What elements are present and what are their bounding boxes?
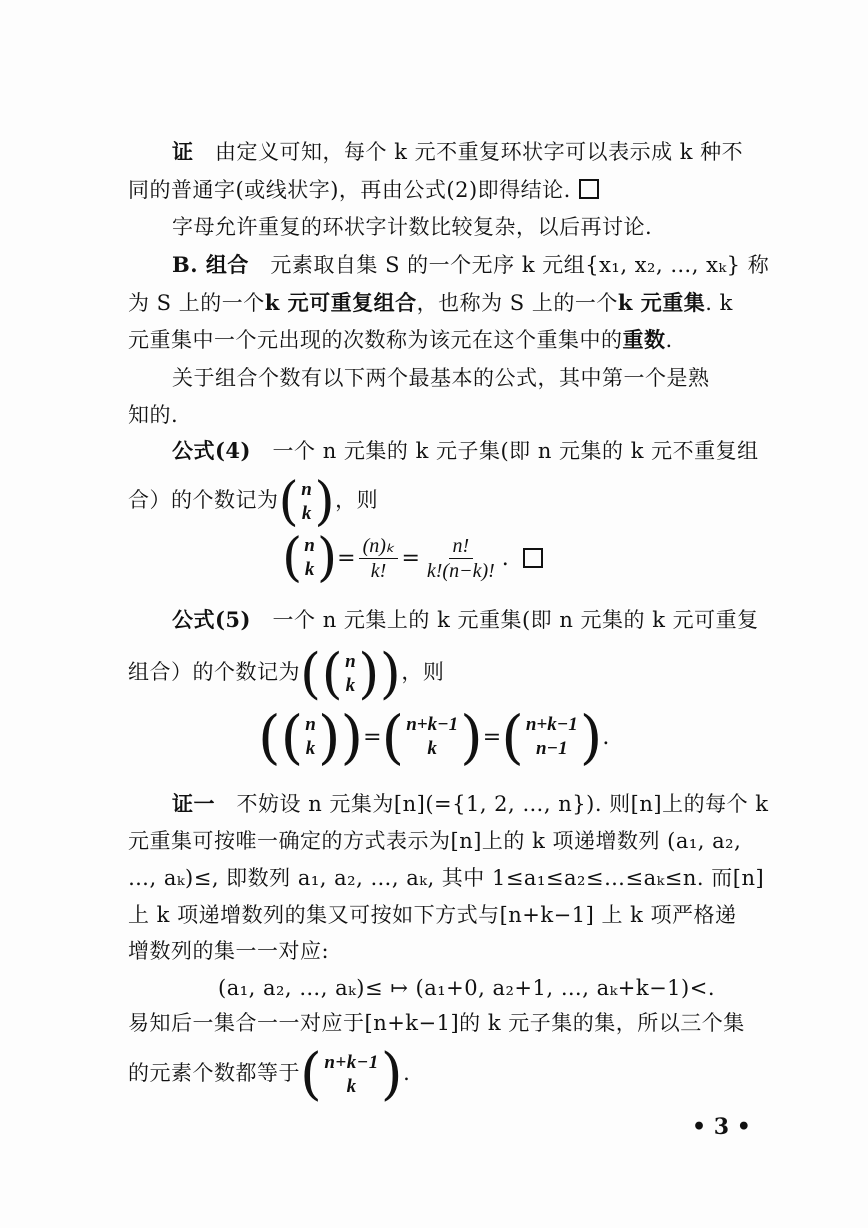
formula5-line-2 (128, 640, 444, 704)
section-heading: B. 组合 (172, 252, 249, 277)
proof1-line-3 (128, 863, 764, 893)
about-text-1: 关于组合个数有以下两个最基本的公式，其中第一个是熟 (172, 366, 710, 390)
eq5-binomial-1: ( n+k−1 k ) (381, 703, 483, 771)
binom-bottom: k (301, 502, 312, 524)
eq4-binom-top: n (304, 535, 315, 556)
formula5-line-1 (172, 605, 759, 635)
term-multicombination: k 元可重复组合 (264, 290, 417, 315)
formula5-text-2a: 组合）的个数记为 (128, 660, 300, 684)
mapping-formula: (a₁, a₂, …, aₖ)≤ ↦ (a₁+0, a₂+1, …, aₖ+k−1)<. (218, 976, 715, 1000)
proof1-text-2: 元重集可按唯一确定的方式表示为[n]上的 k 项递增数列 (a₁, a₂, (128, 829, 742, 853)
comb-line-1 (172, 250, 769, 280)
proof1-line-4 (128, 900, 737, 930)
comb-line-3 (128, 325, 673, 355)
proof1-line-5 (128, 936, 329, 966)
comb-line-2 (128, 288, 733, 318)
eq5-mset-bottom: k (305, 738, 316, 759)
final-binomial: ( n+k−1 k ) (300, 1041, 404, 1107)
formula4-label: 公式(4) (172, 438, 251, 463)
term-multiset: k 元重集 (617, 290, 706, 315)
term-multiplicity: 重数 (622, 327, 666, 352)
final-binom-bottom: k (346, 1075, 357, 1097)
proof1-text-4: 上 k 项递增数列的集又可按如下方式与[n+k−1] 上 k 项严格递 (128, 903, 737, 927)
proof1-line-1 (172, 789, 768, 819)
proof1-text-7: 的元素个数都等于 (128, 1061, 300, 1085)
about-text-2: 知的. (128, 403, 179, 427)
comb-text-2e: . k (705, 291, 733, 315)
proof-text-2: 同的普通字(或线状字)，再由公式(2)即得结论. (128, 178, 571, 202)
note-text: 字母允许重复的环状字计数比较复杂，以后再讨论. (172, 215, 653, 239)
formula5-equation: (( n k )) = ( n+k−1 k ) = ( n+k−1 n−1 ) . (258, 703, 610, 771)
eq5-binomial-2: ( n+k−1 n−1 ) (501, 703, 603, 771)
formula4-equation: ( n k ) = $\frac{\text{(n)ₖ}}{k!}$ = $\frac{n!}{k!(n-k)!}$ . (282, 532, 543, 584)
proof-line-2 (128, 175, 599, 205)
comb-text-1: 元素取自集 S 的一个无序 k 元组{x₁, x₂, …, xₖ} 称 (270, 253, 770, 277)
formula4-text-2b: ，则 (335, 488, 379, 512)
formula4-line-1 (172, 436, 759, 466)
proof-text-1: 由定义可知，每个 k 元不重复环状字可以表示成 k 种不 (215, 140, 744, 164)
proof1-label: 证一 (172, 791, 215, 816)
formula5-text-2b: ，则 (401, 660, 445, 684)
proof-line-1 (172, 137, 743, 167)
binom-top: n (301, 478, 313, 500)
mset-top: n (345, 650, 357, 672)
eq5-multiset: (( n k )) (258, 703, 364, 771)
page-number: • 3 • (692, 1114, 751, 1140)
eq5-b1-bottom: k (427, 738, 437, 759)
eq5-b2-bottom: n−1 (535, 738, 568, 759)
comb-text-3c: . (665, 328, 673, 352)
proof1-line-6 (128, 1008, 745, 1038)
eq4-binom-bottom: k (304, 559, 315, 580)
comb-text-3a: 元重集中一个元出现的次数称为该元在这个重集中的 (128, 328, 623, 352)
qed-box-2 (523, 548, 543, 568)
eq4-binomial: ( n k ) (282, 528, 338, 588)
proof1-text-6: 易知后一集合一一对应于[n+k−1]的 k 元子集的集，所以三个集 (128, 1011, 745, 1035)
formula4-text-1: 一个 n 元集的 k 元子集(即 n 元集的 k 元不重复组 (272, 439, 759, 463)
qed-box-1 (579, 179, 599, 199)
comb-text-2a: 为 S 上的一个 (128, 291, 265, 315)
eq5-mset-top: n (305, 714, 316, 735)
note-line (172, 212, 652, 242)
proof1-text-3: …, aₖ)≤, 即数列 a₁, a₂, …, aₖ, 其中 1≤a₁≤a₂≤…≤aₖ≤n. 而[n] (128, 866, 765, 890)
fraction-falling-factorial: $\frac{\text{(n)ₖ}}{k!}$ (359, 534, 399, 583)
proof1-line-7: 的元素个数都等于 ( n+k−1 k ) . (128, 1041, 411, 1107)
mset-bottom: k (345, 674, 356, 696)
about-line-1 (172, 363, 710, 393)
eq5-b1-top: n+k−1 (406, 714, 459, 735)
comb-text-2c: ，也称为 S 上的一个 (416, 291, 618, 315)
proof1-line-2 (128, 826, 741, 856)
formula4-line-2 (128, 470, 378, 530)
mapping-line (218, 973, 715, 1003)
binomial-n-k: ( n k ) (278, 471, 336, 532)
proof-label: 证 (172, 139, 194, 164)
formula5-text-1: 一个 n 元集上的 k 元重集(即 n 元集的 k 元可重复 (272, 608, 759, 632)
formula4-text-2a: 合）的个数记为 (128, 488, 279, 512)
about-line-2 (128, 400, 178, 430)
fraction-factorial: $\frac{n!}{k!(n-k)!}$ (426, 534, 495, 582)
proof1-text-5: 增数列的集一一对应: (128, 939, 330, 963)
multiset-coefficient: (( n k )) (300, 641, 402, 705)
final-binom-top: n+k−1 (324, 1051, 379, 1073)
proof1-text-1: 不妨设 n 元集为[n](={1, 2, …, n}). 则[n]上的每个 k (236, 792, 769, 816)
eq5-b2-top: n+k−1 (525, 714, 578, 735)
formula5-label: 公式(5) (172, 607, 251, 632)
